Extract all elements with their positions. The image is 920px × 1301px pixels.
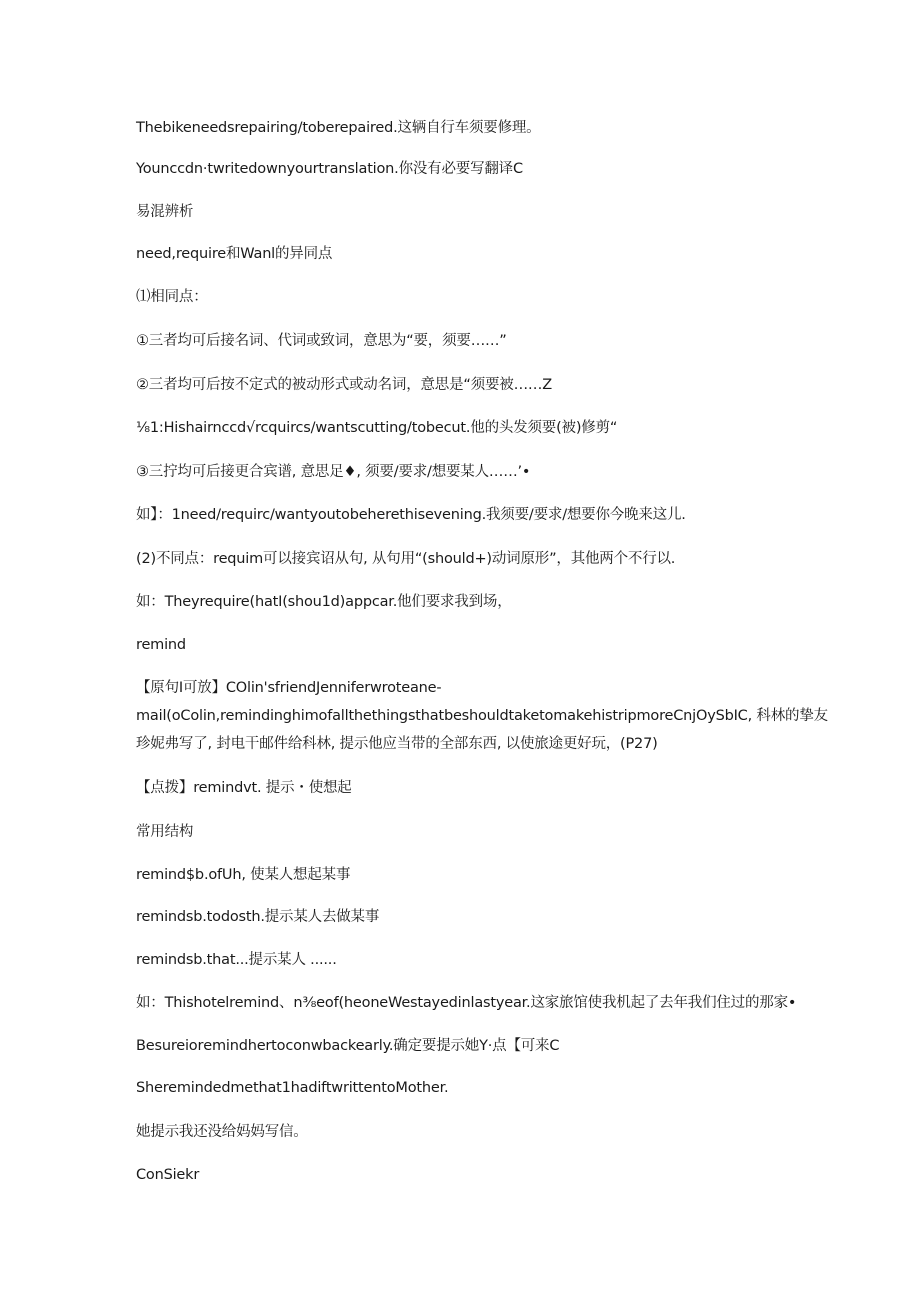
text-line: (2)不同点：requim可以接宾诏从句, 从句用“(should+)动词原形”，其他两个不行以.: [136, 551, 676, 567]
text-line: remind$b.ofUh, 使某人想起某事: [136, 867, 351, 883]
text-line: Thebikeneedsrepairing/toberepaired.这辆自行车须要修理。: [136, 120, 541, 136]
section-heading: 常用结构: [136, 824, 194, 840]
text-line: ③三拧均可后接更合宾谱, 意思足♦, 须要/要求/想要某人……’•: [136, 464, 531, 480]
section-heading: ConSiekr: [136, 1167, 200, 1183]
text-line: need,require和Wanl的异同点: [136, 246, 333, 262]
text-line: 如】：1need/requirc/wantyoutobeherethisevening.我须要/要求/想要你今晚来这儿.: [136, 507, 686, 523]
text-line: 如：Theyrequire(hatI(shou1d)appcar.他们要求我到场，: [136, 594, 512, 610]
section-heading: remind: [136, 637, 186, 653]
text-line: Sheremindedmethat1hadiftwrittentoMother.: [136, 1080, 449, 1096]
section-heading: 易混辨析: [136, 204, 194, 220]
text-line: ①三者均可后接名词、代词或致词，意思为“要，须要……”: [136, 333, 507, 349]
text-line: 【原句I可放】COlin'sfriendJenniferwroteane-: [136, 680, 442, 696]
text-line: ②三者均可后按不定式的被动形式或动名词，意思是“须要被……Z: [136, 377, 552, 393]
text-line: remindsb.todosth.提示某人去做某事: [136, 909, 380, 925]
text-line: 如：Thishotelremind、n⅜eof(heoneWestayedinlastyear.这家旅馆使我机起了去年我们住过的那家•: [136, 995, 797, 1011]
text-line: 【点拨】remindvt. 提示・使想起: [136, 780, 352, 796]
text-line: Younccdn·twritedownyourtranslation.你没有必要写翻译C: [136, 161, 523, 177]
text-line: remindsb.that...提示某人 ......: [136, 952, 337, 968]
text-line: 她提示我还没给妈妈写信。: [136, 1124, 308, 1140]
text-line: ⅛1:Hishairnccd√rcquircs/wantscutting∕tobecut.他的头发须要(被)修剪“: [136, 420, 618, 436]
text-line: mail(oColin,remindinghimofallthethingsthatbeshouldtaketomakehistripmoreCnjOySbIC, 科林的挚友: [136, 708, 828, 724]
text-line: 珍妮弗写了, 封电干邮件给科林, 提示他应当带的全部东西, 以使旅途更好玩，(P27): [136, 736, 658, 752]
text-line: Besureiorеmindhertoconwbackearly.确定要提示她Y·点【可来C: [136, 1038, 560, 1054]
text-line: ⑴相同点：: [136, 289, 208, 305]
